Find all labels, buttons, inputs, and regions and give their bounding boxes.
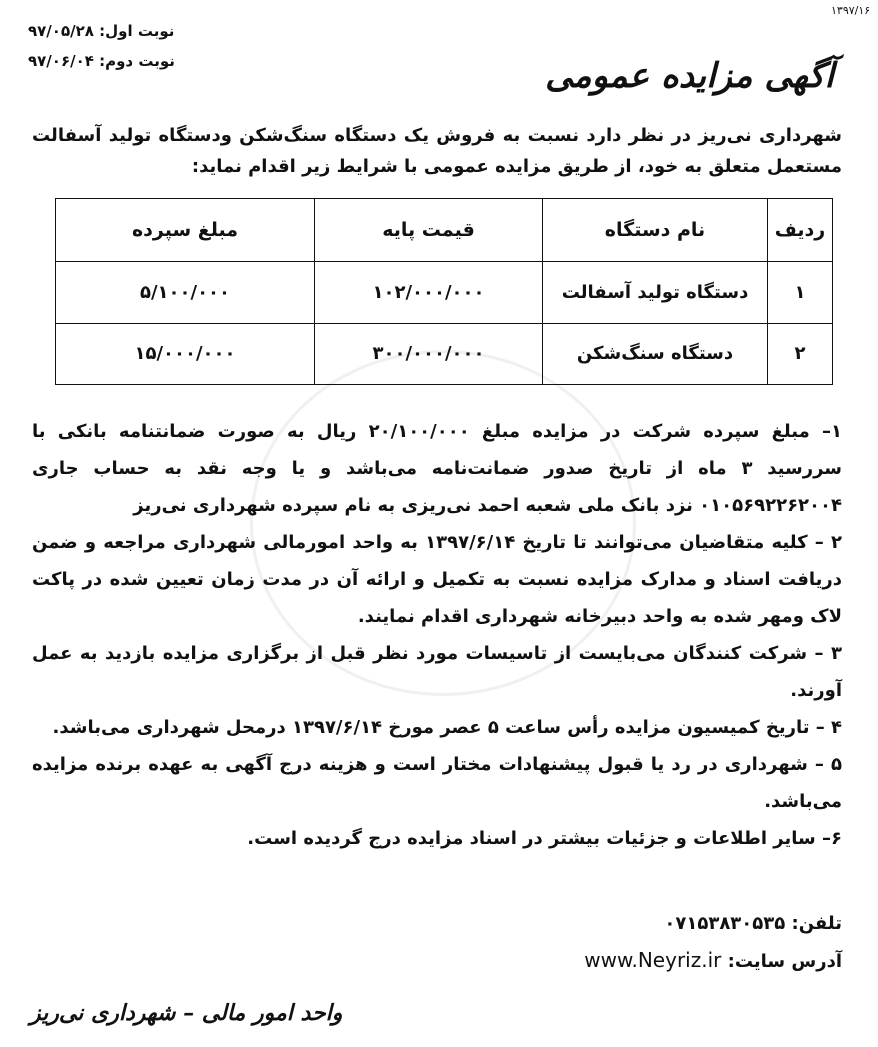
first-notice-date: نوبت اول: ۹۷/۰۵/۲۸ [28,22,175,40]
base-price: ۱۰۲/۰۰۰/۰۰۰ [315,262,543,324]
phone-label: تلفن: [791,913,842,934]
header-base-price: قیمت پایه [315,199,543,262]
base-price: ۳۰۰/۰۰۰/۰۰۰ [315,323,543,385]
notice-title: آگهی مزایده عمومی [545,56,834,96]
condition-item: ۳ – شرکت کنندگان می‌بایست از تاسیسات مورد نظر قبل از برگزاری مزایده بازدید به عمل آورند. [32,643,842,701]
footer-signature: واحد امور مالی – شهرداری نی‌ریز [30,1000,343,1026]
website-row [584,942,842,980]
deposit-amount: ۵/۱۰۰/۰۰۰ [56,262,315,324]
notice-number: ۱۳۹۷/۱۶ [831,4,871,17]
condition-item: ۴ – تاریخ کمیسیون مزایده رأس ساعت ۵ عصر مورخ ۱۳۹۷/۶/۱۴ درمحل شهرداری می‌باشد. [52,717,842,738]
device-name: دستگاه سنگ‌شکن [543,323,768,385]
condition-item: ۶– سایر اطلاعات و جزئیات بیشتر در اسناد مزایده درج گردیده است. [247,828,842,849]
row-number: ۲ [768,323,833,385]
row-number: ۱ [768,262,833,324]
header-row-number: ردیف [768,199,833,262]
website-label: آدرس سایت: [727,951,842,972]
table-header-row [56,199,833,262]
phone-number: ۰۷۱۵۳۸۳۰۵۳۵ [664,913,786,934]
conditions-list [32,413,842,857]
phone-row [584,905,842,942]
contact-info [584,905,842,980]
deposit-amount: ۱۵/۰۰۰/۰۰۰ [56,323,315,385]
header-deposit: مبلغ سپرده [56,199,315,262]
table-row [56,262,833,324]
table-row [56,323,833,385]
device-name: دستگاه تولید آسفالت [543,262,768,324]
condition-item: ۵ – شهرداری در رد یا قبول پیشنهادات مختار است و هزینه درج آگهی به عهده برنده مزایده می‌باشد. [32,754,842,812]
second-notice-date: نوبت دوم: ۹۷/۰۶/۰۴ [28,52,175,70]
intro-paragraph: شهرداری نی‌ریز در نظر دارد نسبت به فروش یک دستگاه سنگ‌شکن ودستگاه تولید آسفالت مستعمل متعلق به خود، از طریق مزایده عمومی با شرایط زیر اقدام نماید: [32,125,842,177]
website-link[interactable]: www.Neyriz.ir [584,948,722,972]
items-table [55,198,833,385]
condition-item: ۱– مبلغ سپرده شرکت در مزایده مبلغ ۲۰/۱۰۰/۰۰۰ ریال به صورت ضمانتنامه بانکی با سررسید ۳ ماه از تاریخ صدور ضمانت‌نامه می‌باشد و یا وجه نقد به حساب جاری ۰۱۰۵۶۹۲۲۶۲۰۰۴ نزد بانک ملی شعبه احمد نی‌ریزی به نام سپرده شهرداری نی‌ریز [32,421,843,516]
condition-item: ۲ – کلیه متقاضیان می‌توانند تا تاریخ ۱۳۹۷/۶/۱۴ به واحد امورمالی شهرداری مراجعه و ضمن دریافت اسناد و مدارک مزایده نسبت به تکمیل و ارائه آن در مدت زمان تعیین شده در پاکت لاک ومهر شده به واحد دبیرخانه شهرداری اقدام نمایند. [32,532,842,627]
header-device-name: نام دستگاه [543,199,768,262]
